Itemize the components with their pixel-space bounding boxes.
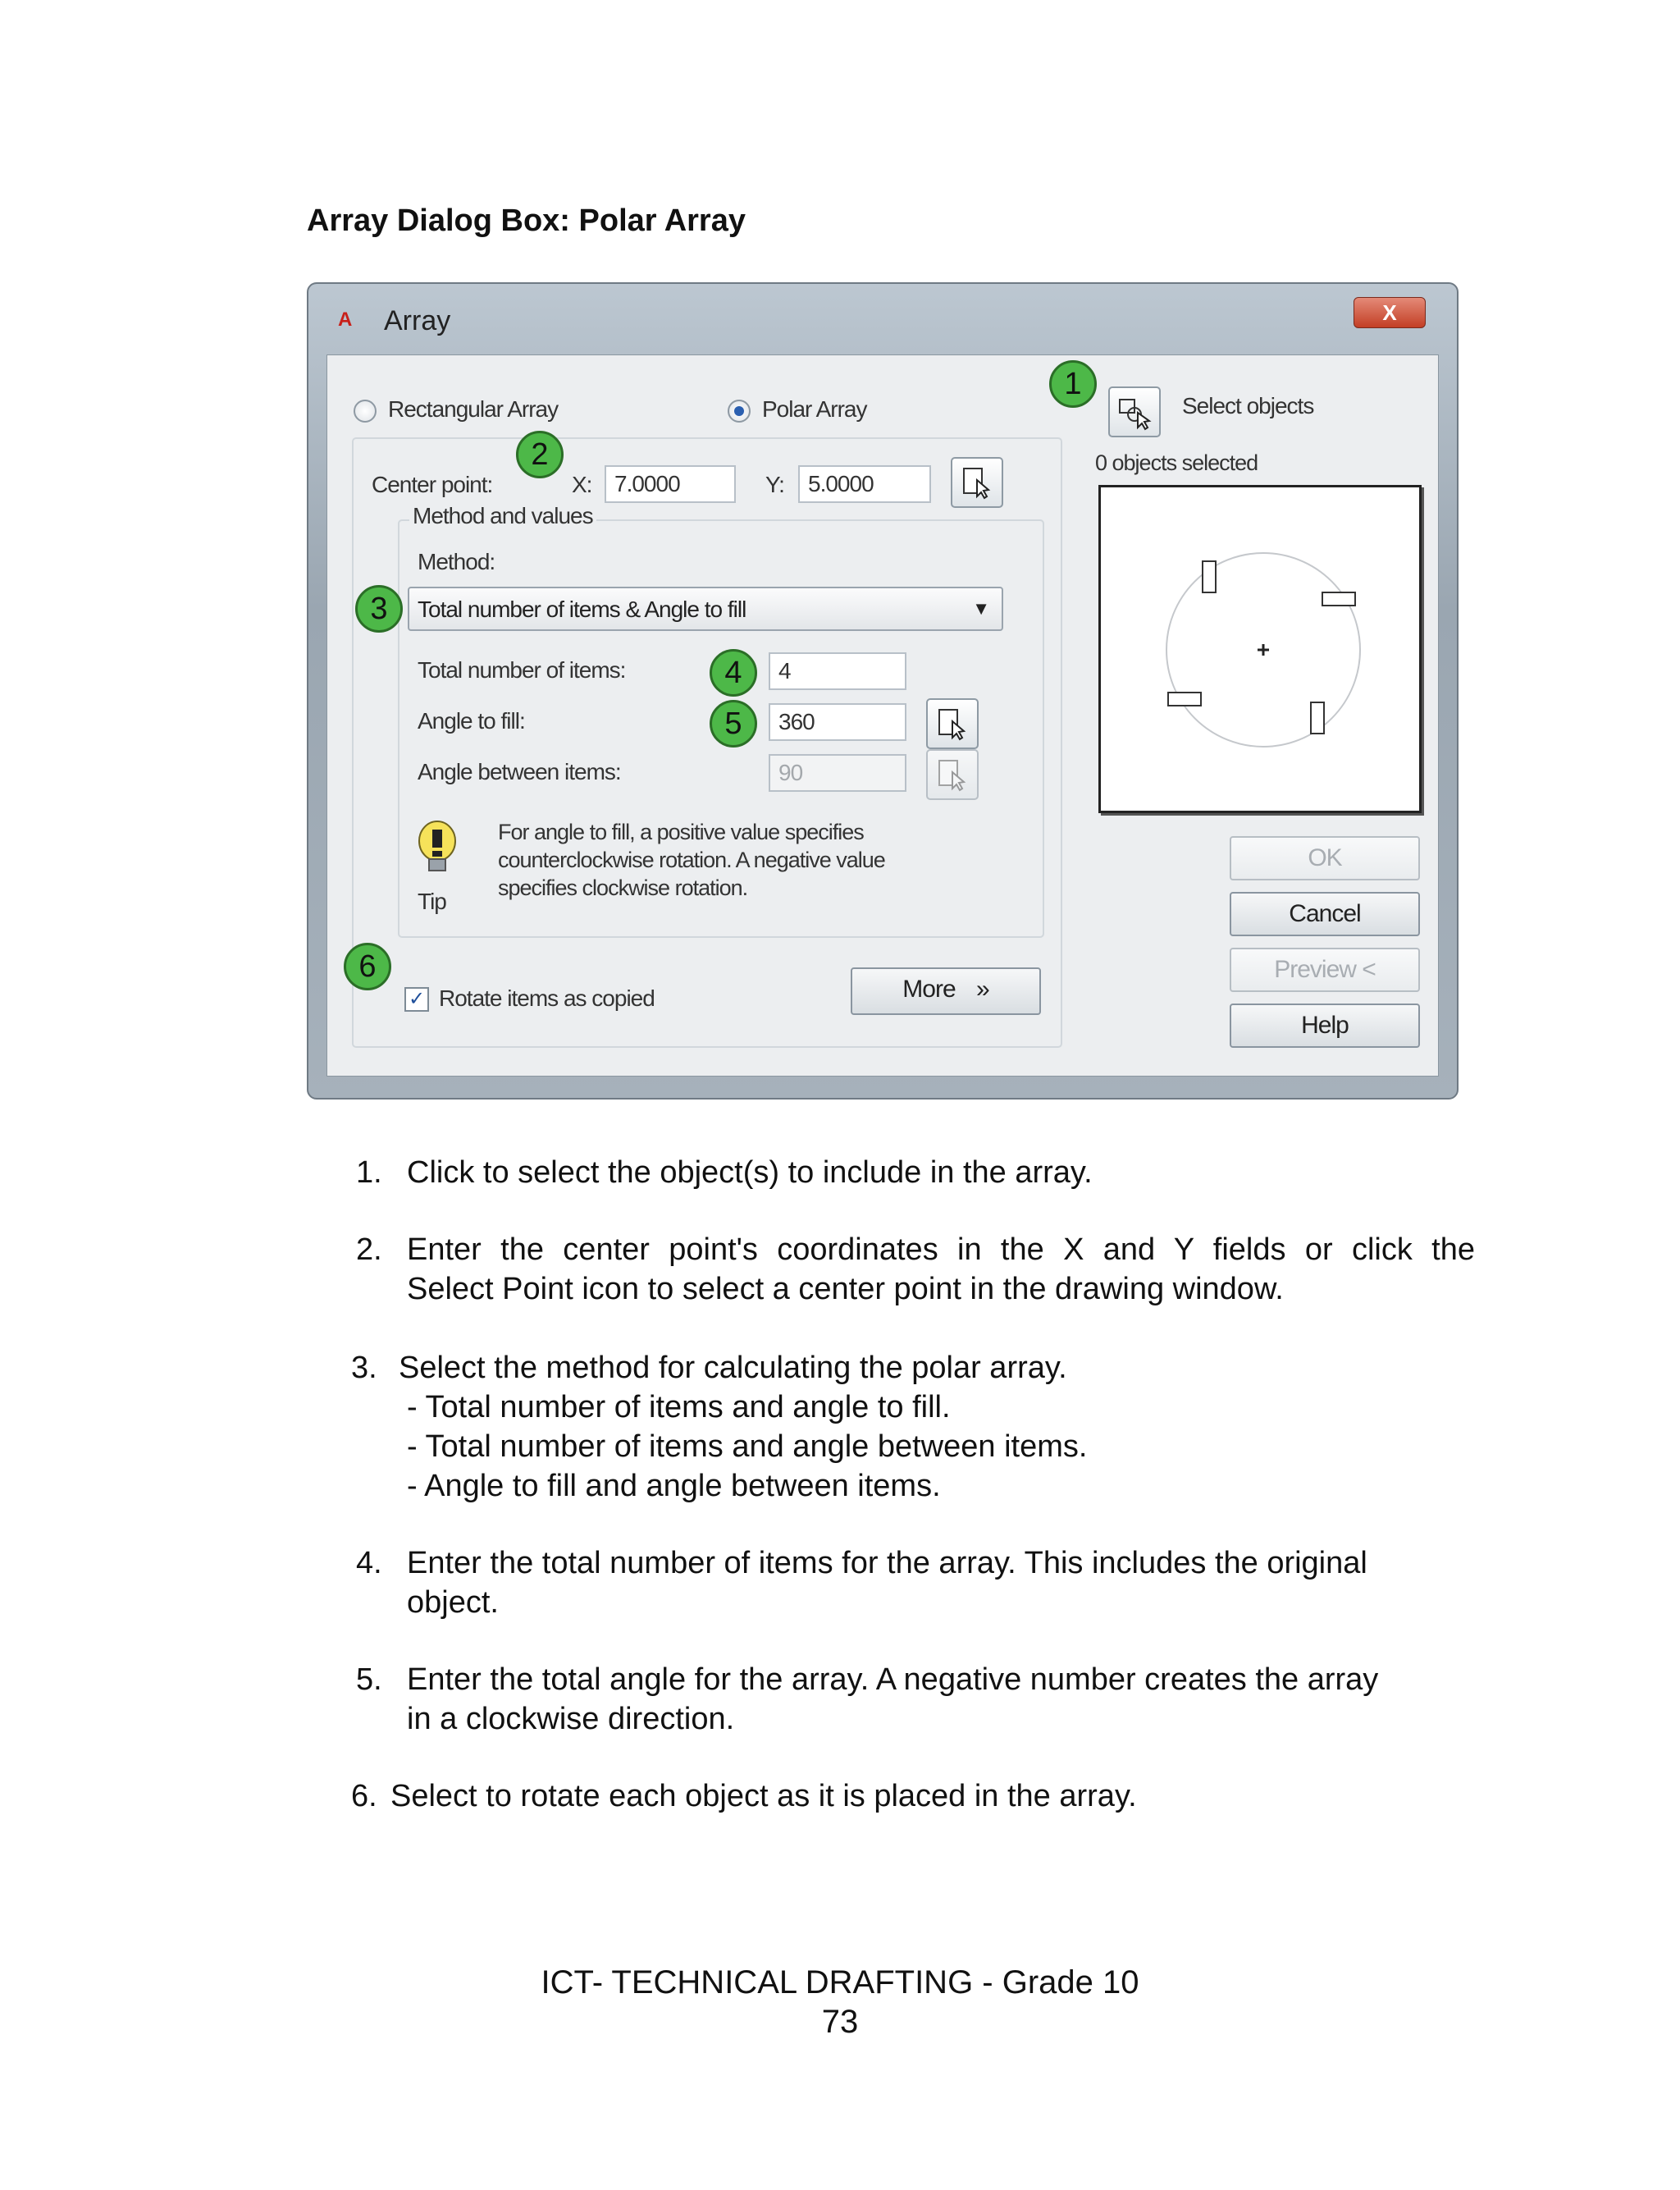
step-text: Enter the center point's coordinates in the X and Y fields or click the [407, 1232, 1475, 1267]
array-dialog [307, 282, 1459, 1100]
pick-center-point-button[interactable] [951, 457, 1003, 508]
angle-between-input[interactable]: 90 [769, 754, 906, 792]
step-text: Select Point icon to select a center point in the drawing window. [407, 1272, 1284, 1306]
method-values-legend: Method and values [409, 503, 596, 529]
pick-angle-to-fill-button[interactable] [926, 698, 979, 749]
dialog-body [326, 354, 1439, 1077]
close-button[interactable]: X [1354, 297, 1426, 328]
step-number: 1. [356, 1155, 382, 1190]
autocad-logo-icon: A [338, 309, 353, 331]
preview-button[interactable]: Preview < [1230, 948, 1420, 992]
tip-text-line-1: For angle to fill, a positive value specifies [498, 820, 864, 844]
polar-array-radio[interactable] [728, 400, 751, 423]
pick-angle-icon [928, 700, 977, 748]
select-objects-button[interactable] [1108, 386, 1161, 437]
lightbulb-icon [414, 818, 460, 880]
rotate-items-label: Rotate items as copied [439, 985, 655, 1011]
pick-point-icon [952, 459, 1002, 506]
center-y-input[interactable]: 5.0000 [798, 465, 931, 503]
step-number: 5. [356, 1662, 382, 1697]
step-number: 6. [351, 1779, 377, 1813]
step-number: 2. [356, 1232, 382, 1267]
total-items-input[interactable]: 4 [769, 652, 906, 690]
method-dropdown[interactable] [408, 587, 1003, 631]
step-number: 4. [356, 1546, 382, 1580]
center-point-label: Center point: [372, 472, 493, 497]
callout-marker-1: 1 [1049, 360, 1097, 408]
select-objects-icon [1110, 388, 1159, 436]
callout-marker-5: 5 [710, 700, 757, 748]
page-number: 73 [821, 2004, 859, 2040]
step-text: Enter the total number of items for the array. This includes the original [407, 1546, 1367, 1580]
more-button-label: More [902, 976, 956, 1003]
step-text: object. [407, 1585, 499, 1620]
dialog-titlebar [308, 284, 1457, 345]
angle-between-label: Angle between items: [418, 759, 621, 784]
footer-course: ICT- TECHNICAL DRAFTING - Grade 10 [541, 1964, 1139, 2000]
callout-marker-3: 3 [355, 585, 403, 633]
ok-button[interactable]: OK [1230, 836, 1420, 880]
help-button[interactable]: Help [1230, 1004, 1420, 1048]
array-preview-panel [1098, 485, 1422, 813]
step-text: - Angle to fill and angle between items. [407, 1469, 941, 1503]
step-text: - Total number of items and angle to fill. [407, 1390, 951, 1424]
y-label: Y: [765, 472, 784, 497]
step-text: - Total number of items and angle between items. [407, 1429, 1088, 1464]
objects-selected-count: 0 objects selected [1095, 450, 1258, 475]
callout-marker-6: 6 [344, 943, 391, 990]
select-objects-label: Select objects [1182, 393, 1314, 418]
step-number: 3. [351, 1351, 377, 1385]
x-label: X: [572, 472, 592, 497]
center-x-input[interactable]: 7.0000 [605, 465, 736, 503]
callout-marker-2: 2 [516, 431, 564, 478]
chevron-down-icon: ▼ [972, 598, 990, 619]
rotate-items-checkbox[interactable]: ✓ [404, 987, 429, 1012]
polar-array-label: Polar Array [762, 396, 867, 422]
angle-to-fill-input[interactable]: 360 [769, 703, 906, 741]
tip-label: Tip [418, 889, 446, 914]
pick-angle-icon-disabled [928, 751, 977, 798]
step-text: Click to select the object(s) to include in the array. [407, 1155, 1093, 1190]
polar-array-preview-graphic [1101, 487, 1419, 811]
double-chevron-down-icon: » [976, 976, 989, 1003]
rectangular-array-label: Rectangular Array [388, 396, 559, 422]
callout-marker-4: 4 [710, 649, 757, 697]
step-text: Select to rotate each object as it is placed in the array. [390, 1779, 1137, 1813]
pick-angle-between-button[interactable] [926, 749, 979, 800]
rectangular-array-radio[interactable] [354, 400, 377, 423]
cancel-button[interactable]: Cancel [1230, 892, 1420, 936]
method-label: Method: [418, 549, 495, 574]
page-heading: Array Dialog Box: Polar Array [307, 203, 746, 238]
step-text: Select the method for calculating the polar array. [399, 1351, 1067, 1385]
more-button[interactable] [851, 967, 1041, 1015]
tip-text-line-2: counterclockwise rotation. A negative value [498, 848, 885, 872]
total-items-label: Total number of items: [418, 657, 626, 683]
tip-text-line-3: specifies clockwise rotation. [498, 876, 748, 900]
step-text: in a clockwise direction. [407, 1702, 735, 1736]
dialog-title: Array [384, 305, 451, 336]
angle-to-fill-label: Angle to fill: [418, 708, 525, 734]
step-text: Enter the total angle for the array. A negative number creates the array [407, 1662, 1379, 1697]
method-dropdown-value: Total number of items & Angle to fill [418, 597, 746, 622]
